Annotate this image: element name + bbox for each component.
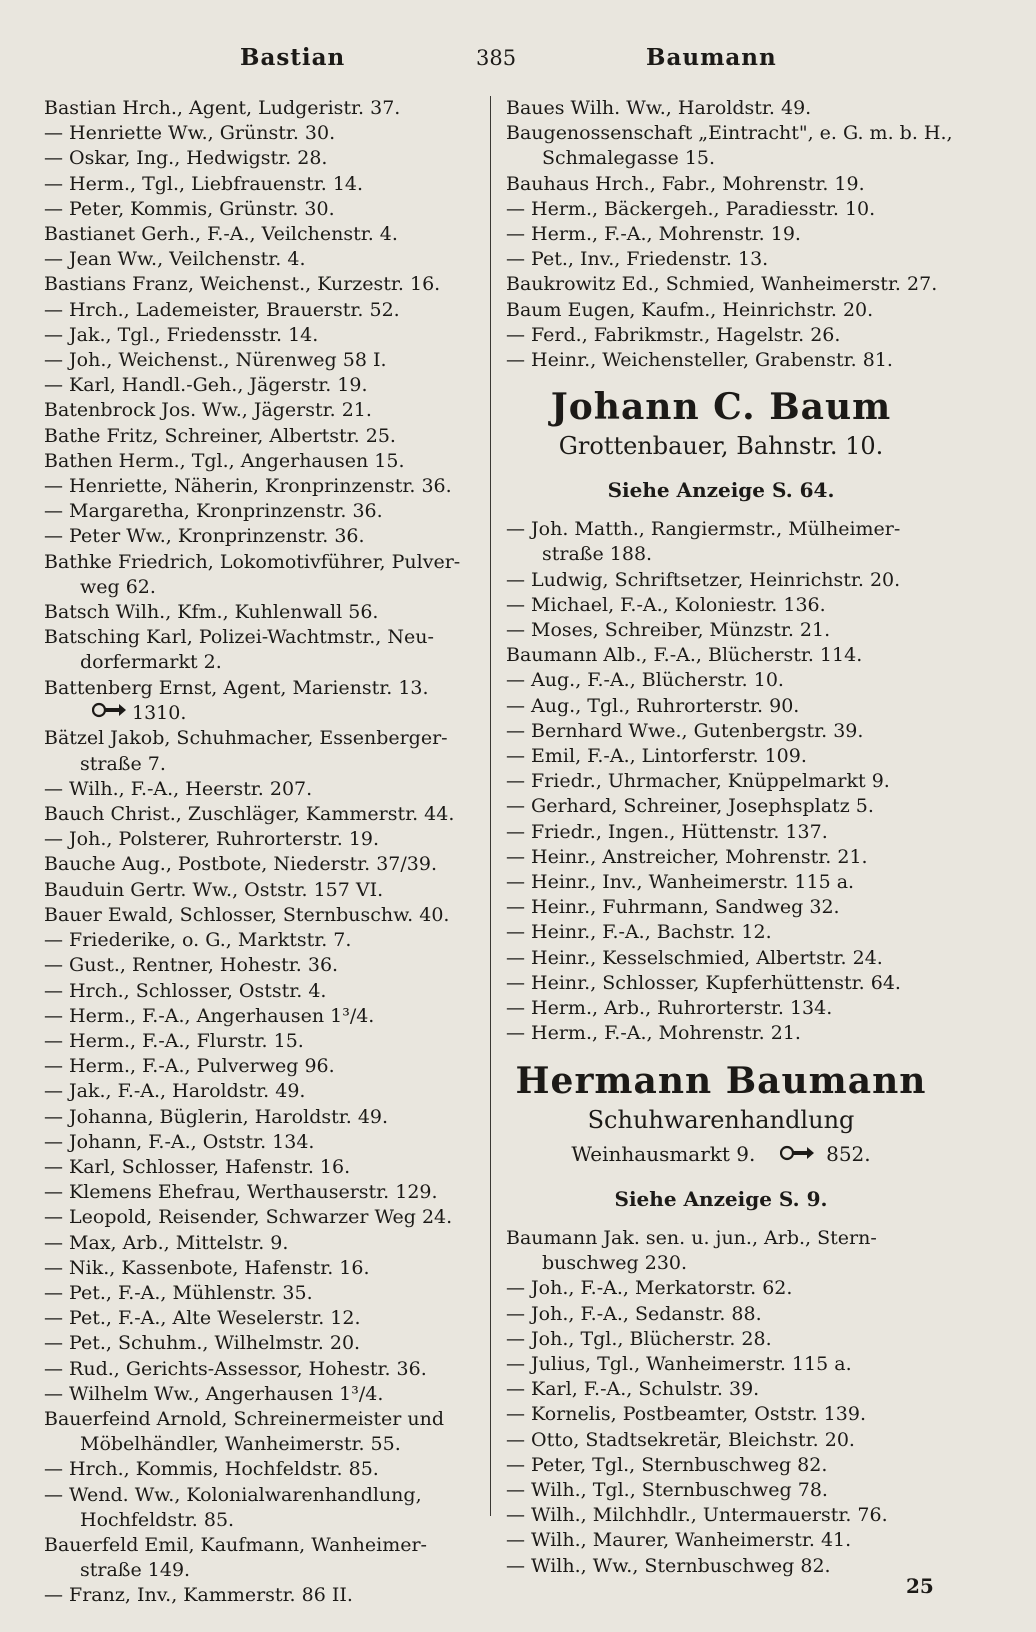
entry-text: — Michael, F.-A., Koloniestr. 136. bbox=[506, 593, 826, 616]
entry-text: — Wilh., Milchhdlr., Untermauerstr. 76. bbox=[506, 1504, 888, 1527]
entry-text: — Klemens Ehefrau, Werthauserstr. 129. bbox=[44, 1181, 438, 1204]
entry-text: — Otto, Stadtsekretär, Bleichstr. 20. bbox=[506, 1428, 855, 1451]
entry-continuation-text: straße 149. bbox=[80, 1559, 191, 1582]
entry-text: Bastian Hrch., Agent, Ludgeristr. 37. bbox=[44, 97, 401, 119]
entry-text: — Aug., Tgl., Ruhrorterstr. 90. bbox=[506, 694, 800, 717]
directory-entry bbox=[44, 524, 484, 549]
entry-text: — Margaretha, Kronprinzenstr. 36. bbox=[44, 500, 383, 523]
entry-continuation bbox=[44, 575, 484, 600]
entry-text: — Peter Ww., Kronprinzenstr. 36. bbox=[44, 525, 365, 548]
entry-continuation bbox=[506, 146, 936, 171]
directory-entry bbox=[44, 172, 484, 197]
directory-entry bbox=[44, 1583, 484, 1608]
entry-text: — Herm., Bäckergeh., Paradiesstr. 10. bbox=[506, 197, 876, 220]
entry-continuation bbox=[44, 1432, 484, 1457]
directory-entry bbox=[506, 920, 936, 945]
directory-entry bbox=[506, 272, 936, 297]
directory-entry bbox=[44, 676, 484, 727]
entry-continuation bbox=[506, 1251, 936, 1276]
directory-entry bbox=[506, 298, 936, 323]
entry-text: Bätzel Jakob, Schuhmacher, Essenberger- bbox=[44, 727, 448, 750]
directory-entry bbox=[44, 247, 484, 272]
entry-text: Baum Eugen, Kaufm., Heinrichstr. 20. bbox=[506, 298, 874, 321]
entry-text: — Herm., F.-A., Mohrenstr. 21. bbox=[506, 1022, 801, 1045]
directory-entry bbox=[44, 96, 484, 121]
directory-entry bbox=[44, 1382, 484, 1407]
entry-text: — Wend. Ww., Kolonialwarenhandlung, bbox=[44, 1483, 422, 1506]
entry-text: — Henriette, Näherin, Kronprinzenstr. 36. bbox=[44, 475, 452, 498]
entry-text: — Gust., Rentner, Hohestr. 36. bbox=[44, 954, 339, 977]
advertisement-baumann bbox=[506, 1059, 936, 1217]
entry-text: — Heinr., Weichensteller, Grabenstr. 81. bbox=[506, 349, 893, 372]
entry-text: Bathen Herm., Tgl., Angerhausen 15. bbox=[44, 449, 405, 472]
directory-entry bbox=[44, 499, 484, 524]
entry-text: Bauch Christ., Zuschläger, Kammerstr. 44. bbox=[44, 803, 455, 826]
directory-entry bbox=[506, 895, 936, 920]
directory-entry bbox=[44, 928, 484, 953]
entry-text: Baumann Alb., F.-A., Blücherstr. 114. bbox=[506, 644, 863, 667]
entry-text: Baumann Jak. sen. u. jun., Arb., Stern- bbox=[506, 1227, 877, 1249]
entry-text: — Joh., Polsterer, Ruhrorterstr. 19. bbox=[44, 828, 380, 851]
entry-text: Bauhaus Hrch., Fabr., Mohrenstr. 19. bbox=[506, 172, 865, 195]
directory-entry bbox=[506, 1327, 936, 1352]
entry-text: Bauerfeind Arnold, Schreinermeister und bbox=[44, 1407, 445, 1430]
directory-entry bbox=[44, 802, 484, 827]
entry-text: — Franz, Inv., Kammerstr. 86 II. bbox=[44, 1584, 353, 1607]
entry-text: Bauerfeld Emil, Kaufmann, Wanheimer- bbox=[44, 1533, 427, 1556]
directory-entry bbox=[44, 474, 484, 499]
entry-text: — Joh. Matth., Rangiermstr., Mülheimer- bbox=[506, 518, 901, 541]
directory-entry bbox=[44, 953, 484, 978]
directory-entry bbox=[44, 121, 484, 146]
entry-text: Baues Wilh. Ww., Haroldstr. 49. bbox=[506, 97, 812, 119]
entry-text: Bathke Friedrich, Lokomotivführer, Pulver- bbox=[44, 550, 461, 573]
entry-text: — Karl, F.-A., Schulstr. 39. bbox=[506, 1378, 760, 1401]
entry-text: — Heinr., Fuhrmann, Sandweg 32. bbox=[506, 896, 840, 919]
entry-text: — Karl, Handl.-Geh., Jägerstr. 19. bbox=[44, 374, 368, 397]
directory-entry bbox=[44, 398, 484, 423]
entry-text: — Herm., F.-A., Mohrenstr. 19. bbox=[506, 223, 801, 246]
entries-group-a bbox=[506, 96, 953, 373]
directory-entry bbox=[506, 845, 936, 870]
entry-text: Bastianet Gerh., F.-A., Veilchenstr. 4. bbox=[44, 223, 398, 246]
directory-entry bbox=[506, 971, 936, 996]
directory-entry bbox=[44, 323, 484, 348]
directory-entry bbox=[506, 172, 936, 197]
entry-text: — Henriette Ww., Grünstr. 30. bbox=[44, 122, 336, 145]
entry-text: — Hrch., Schlosser, Oststr. 4. bbox=[44, 979, 327, 1002]
directory-entry bbox=[44, 1205, 484, 1230]
directory-entry bbox=[44, 1331, 484, 1356]
directory-entry bbox=[44, 1029, 484, 1054]
entry-text: Batsching Karl, Polizei-Wachtmstr., Neu- bbox=[44, 626, 434, 649]
directory-entry bbox=[44, 1180, 484, 1205]
entry-text: — Joh., Weichenst., Nürenweg 58 I. bbox=[44, 349, 387, 372]
entry-text: — Gerhard, Schreiner, Josephsplatz 5. bbox=[506, 795, 874, 818]
entry-text: — Karl, Schlosser, Hafenstr. 16. bbox=[44, 1155, 351, 1178]
directory-entry bbox=[506, 1528, 936, 1553]
directory-entry bbox=[506, 996, 936, 1021]
directory-entry bbox=[44, 852, 484, 877]
entry-text: Batenbrock Jos. Ww., Jägerstr. 21. bbox=[44, 399, 372, 422]
entry-continuation-text: weg 62. bbox=[80, 575, 156, 598]
directory-entry bbox=[44, 878, 484, 903]
directory-entry bbox=[506, 694, 936, 719]
entry-text: — Heinr., Anstreicher, Mohrenstr. 21. bbox=[506, 845, 868, 868]
entry-text: — Wilh., F.-A., Heerstr. 207. bbox=[44, 777, 313, 800]
telephone-icon bbox=[780, 1138, 814, 1172]
entry-text: — Herm., F.-A., Angerhausen 1³/4. bbox=[44, 1004, 375, 1027]
directory-entry bbox=[44, 1483, 484, 1533]
entry-text: Battenberg Ernst, Agent, Marienstr. 13. bbox=[44, 676, 429, 699]
directory-entry bbox=[44, 1281, 484, 1306]
entry-text: — Friedr., Ingen., Hüttenstr. 137. bbox=[506, 820, 828, 843]
entry-continuation bbox=[44, 752, 484, 777]
ad-business: Grottenbauer, Bahnstr. 10. bbox=[558, 432, 884, 461]
entry-continuation bbox=[44, 1508, 484, 1533]
entry-continuation bbox=[44, 650, 484, 675]
ad-reference: Siehe Anzeige S. 9. bbox=[614, 1187, 828, 1211]
directory-entry bbox=[506, 1402, 936, 1427]
directory-entry bbox=[44, 1004, 484, 1029]
entry-text: — Nik., Kassenbote, Hafenstr. 16. bbox=[44, 1256, 370, 1279]
page-number: 385 bbox=[476, 46, 517, 70]
entry-text: — Herm., Tgl., Liebfrauenstr. 14. bbox=[44, 172, 364, 195]
directory-entry bbox=[506, 593, 936, 618]
ad-phone-number: 852. bbox=[826, 1141, 871, 1166]
entry-text: Bathe Fritz, Schreiner, Albertstr. 25. bbox=[44, 424, 396, 447]
directory-entry bbox=[506, 1478, 936, 1503]
entry-text: — Moses, Schreiber, Münzstr. 21. bbox=[506, 619, 831, 642]
entry-continuation bbox=[44, 1558, 484, 1583]
ad-title: Johann C. Baum bbox=[550, 386, 892, 429]
entry-text: — Julius, Tgl., Wanheimerstr. 115 a. bbox=[506, 1353, 852, 1376]
entry-text: — Oskar, Ing., Hedwigstr. 28. bbox=[44, 147, 328, 170]
directory-entry bbox=[506, 1377, 936, 1402]
entry-continuation-text: Möbelhändler, Wanheimerstr. 55. bbox=[80, 1433, 401, 1456]
directory-entry bbox=[506, 121, 953, 171]
entry-continuation-text: buschweg 230. bbox=[542, 1252, 688, 1275]
directory-entry bbox=[44, 1306, 484, 1331]
directory-entry bbox=[44, 373, 484, 398]
directory-entry bbox=[506, 1428, 936, 1453]
entry-text: Bastians Franz, Weichenst., Kurzestr. 16. bbox=[44, 273, 441, 296]
directory-entry bbox=[44, 1231, 484, 1256]
entry-text: — Herm., Arb., Ruhrorterstr. 134. bbox=[506, 997, 833, 1020]
entry-text: — Friederike, o. G., Marktstr. 7. bbox=[44, 929, 352, 952]
entry-text: — Leopold, Reisender, Schwarzer Weg 24. bbox=[44, 1206, 453, 1229]
entry-continuation-text: 1310. bbox=[132, 701, 187, 724]
entry-continuation-text: Schmalegasse 15. bbox=[542, 147, 716, 170]
directory-entry bbox=[44, 272, 484, 297]
directory-entry bbox=[506, 1453, 936, 1478]
entry-text: — Ferd., Fabrikmstr., Hagelstr. 26. bbox=[506, 323, 841, 346]
entry-text: — Wilh., Ww., Sternbuschweg 82. bbox=[506, 1554, 831, 1577]
directory-entry bbox=[44, 348, 484, 373]
directory-entry bbox=[506, 820, 936, 845]
directory-entry bbox=[44, 726, 484, 776]
entry-text: — Wilhelm Ww., Angerhausen 1³/4. bbox=[44, 1382, 384, 1405]
directory-entry bbox=[506, 870, 936, 895]
entries-group-b bbox=[506, 517, 936, 1046]
entry-text: — Max, Arb., Mittelstr. 9. bbox=[44, 1231, 289, 1254]
entry-text: — Johanna, Büglerin, Haroldstr. 49. bbox=[44, 1105, 389, 1128]
entry-text: — Heinr., F.-A., Bachstr. 12. bbox=[506, 921, 772, 944]
entry-continuation-text: straße 188. bbox=[542, 543, 653, 566]
entry-text: — Heinr., Schlosser, Kupferhüttenstr. 64. bbox=[506, 971, 901, 994]
entry-text: — Joh., Tgl., Blücherstr. 28. bbox=[506, 1327, 772, 1350]
directory-entry bbox=[44, 1256, 484, 1281]
entry-text: — Wilh., Tgl., Sternbuschweg 78. bbox=[506, 1479, 828, 1502]
ad-address: Weinhausmarkt 9. bbox=[571, 1141, 756, 1166]
directory-entry bbox=[44, 550, 484, 600]
directory-entry bbox=[506, 744, 936, 769]
directory-entry bbox=[506, 668, 936, 693]
entry-text: Baugenossenschaft „Eintracht", e. G. m. b. H., bbox=[506, 122, 953, 145]
entry-text: Bauche Aug., Postbote, Niederstr. 37/39. bbox=[44, 853, 438, 876]
entry-text: Batsch Wilh., Kfm., Kuhlenwall 56. bbox=[44, 601, 379, 624]
entry-text: — Jak., Tgl., Friedensstr. 14. bbox=[44, 323, 319, 346]
entry-text: — Bernhard Wwe., Gutenbergstr. 39. bbox=[506, 719, 864, 742]
ad-reference: Siehe Anzeige S. 64. bbox=[607, 478, 835, 503]
directory-entry bbox=[506, 946, 936, 971]
directory-entry bbox=[506, 323, 936, 348]
directory-entry bbox=[506, 618, 936, 643]
entry-text: — Pet., F.-A., Mühlenstr. 35. bbox=[44, 1281, 313, 1304]
entry-text: — Hrch., Lademeister, Brauerstr. 52. bbox=[44, 298, 400, 321]
page-header bbox=[40, 44, 996, 74]
directory-entry bbox=[506, 769, 936, 794]
entry-continuation-text: Hochfeldstr. 85. bbox=[80, 1508, 235, 1531]
directory-entry bbox=[506, 1503, 936, 1528]
directory-entry bbox=[506, 348, 936, 373]
directory-entry bbox=[44, 222, 484, 247]
entry-text: — Kornelis, Postbeamter, Oststr. 139. bbox=[506, 1403, 866, 1426]
advertisement-baum bbox=[506, 385, 936, 507]
entry-text: — Pet., Inv., Friedenstr. 13. bbox=[506, 248, 769, 271]
directory-entry bbox=[506, 1276, 936, 1301]
entry-continuation bbox=[506, 542, 936, 567]
header-right-keyword: Baumann bbox=[646, 44, 777, 71]
entry-text: — Wilh., Maurer, Wanheimerstr. 41. bbox=[506, 1529, 852, 1552]
entry-text: — Hrch., Kommis, Hochfeldstr. 85. bbox=[44, 1458, 379, 1481]
entry-text: — Herm., F.-A., Pulverweg 96. bbox=[44, 1055, 335, 1078]
entry-text: — Jean Ww., Veilchenstr. 4. bbox=[44, 248, 306, 271]
entry-text: — Jak., F.-A., Haroldstr. 49. bbox=[44, 1080, 306, 1103]
ad-title: Hermann Baumann bbox=[515, 1059, 927, 1102]
directory-entry bbox=[44, 298, 484, 323]
directory-entry bbox=[44, 1130, 484, 1155]
directory-entry bbox=[44, 600, 484, 625]
directory-entry bbox=[44, 625, 484, 675]
entry-text: Baukrowitz Ed., Schmied, Wanheimerstr. 27. bbox=[506, 273, 938, 296]
sheet-number: 25 bbox=[906, 1574, 934, 1598]
entry-text: — Peter, Kommis, Grünstr. 30. bbox=[44, 197, 335, 220]
directory-entry bbox=[506, 794, 936, 819]
directory-entry bbox=[44, 1357, 484, 1382]
entry-text: — Friedr., Uhrmacher, Knüppelmarkt 9. bbox=[506, 770, 890, 793]
entry-continuation-text: dorfermarkt 2. bbox=[80, 651, 222, 674]
directory-entry bbox=[44, 1533, 484, 1583]
entry-text: — Pet., Schuhm., Wilhelmstr. 20. bbox=[44, 1332, 361, 1355]
directory-entry bbox=[506, 1226, 936, 1276]
entry-text: Bauduin Gertr. Ww., Oststr. 157 VI. bbox=[44, 878, 384, 901]
entries-group-c bbox=[506, 1226, 936, 1579]
right-column bbox=[506, 96, 953, 1579]
directory-entry bbox=[44, 827, 484, 852]
ad-address-line bbox=[506, 1137, 936, 1173]
left-column bbox=[44, 96, 484, 1609]
directory-entry bbox=[44, 979, 484, 1004]
column-divider bbox=[490, 96, 491, 1516]
directory-entry bbox=[44, 1407, 484, 1457]
directory-entry bbox=[44, 1079, 484, 1104]
directory-entry bbox=[44, 146, 484, 171]
entry-text: — Rud., Gerichts-Assessor, Hohestr. 36. bbox=[44, 1357, 427, 1380]
entry-text: — Emil, F.-A., Lintorferstr. 109. bbox=[506, 745, 807, 768]
entry-continuation-text: straße 7. bbox=[80, 752, 166, 775]
directory-entry bbox=[506, 1021, 936, 1046]
entry-text: — Aug., F.-A., Blücherstr. 10. bbox=[506, 669, 784, 692]
entry-text: — Heinr., Inv., Wanheimerstr. 115 a. bbox=[506, 871, 855, 894]
directory-entry bbox=[506, 517, 936, 567]
header-left-keyword: Bastian bbox=[240, 44, 346, 71]
directory-entry bbox=[506, 247, 936, 272]
directory-entry bbox=[506, 197, 936, 222]
entry-text: — Joh., F.-A., Sedanstr. 88. bbox=[506, 1302, 762, 1325]
directory-entry bbox=[506, 643, 936, 668]
directory-entry bbox=[44, 197, 484, 222]
entry-text: — Herm., F.-A., Flurstr. 15. bbox=[44, 1029, 304, 1052]
telephone-icon bbox=[92, 701, 126, 726]
directory-entry bbox=[506, 719, 936, 744]
entry-text: — Heinr., Kesselschmied, Albertstr. 24. bbox=[506, 946, 883, 969]
entry-text: — Pet., F.-A., Alte Weselerstr. 12. bbox=[44, 1307, 361, 1330]
directory-entry bbox=[44, 1155, 484, 1180]
directory-entry bbox=[44, 903, 484, 928]
entry-text: — Joh., F.-A., Merkatorstr. 62. bbox=[506, 1277, 793, 1300]
directory-entry bbox=[506, 96, 936, 121]
entry-text: — Ludwig, Schriftsetzer, Heinrichstr. 20. bbox=[506, 568, 901, 591]
entry-text: — Johann, F.-A., Oststr. 134. bbox=[44, 1130, 315, 1153]
directory-entry bbox=[506, 222, 936, 247]
directory-entry bbox=[44, 449, 484, 474]
entry-text: Bauer Ewald, Schlosser, Sternbuschw. 40. bbox=[44, 903, 450, 926]
directory-entry bbox=[506, 1302, 936, 1327]
directory-entry bbox=[44, 1457, 484, 1482]
entry-text: — Peter, Tgl., Sternbuschweg 82. bbox=[506, 1453, 828, 1476]
directory-entry bbox=[44, 424, 484, 449]
directory-entry bbox=[44, 1054, 484, 1079]
directory-entry bbox=[506, 568, 936, 593]
directory-entry bbox=[44, 777, 484, 802]
directory-entry bbox=[506, 1554, 936, 1579]
directory-entry bbox=[44, 1105, 484, 1130]
ad-business: Schuhwarenhandlung bbox=[587, 1105, 855, 1134]
directory-entry bbox=[506, 1352, 936, 1377]
entry-continuation bbox=[44, 701, 484, 727]
